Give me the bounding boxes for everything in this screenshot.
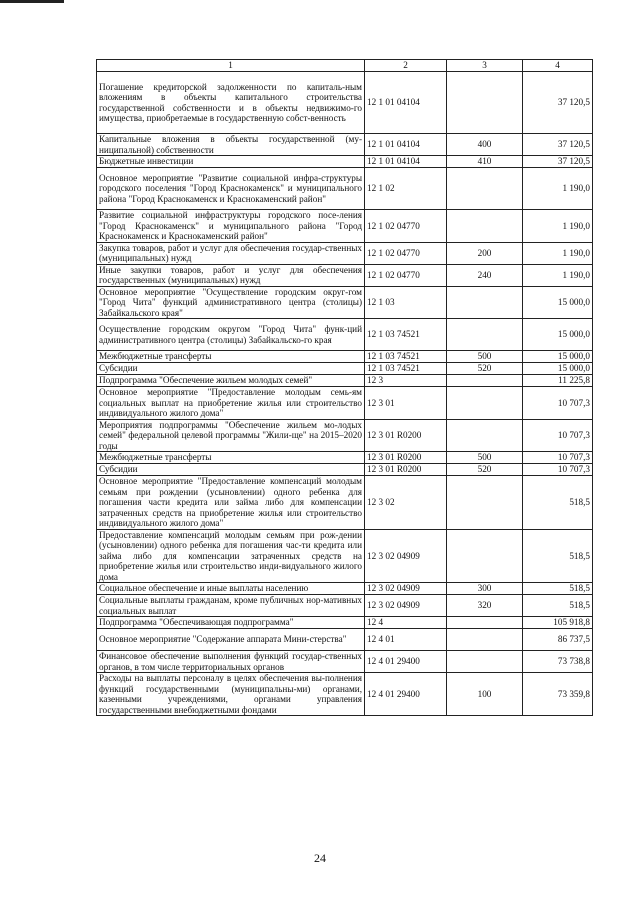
row-name: Бюджетные инвестиции bbox=[97, 156, 365, 168]
row-name: Развитие социальной инфраструктуры городского посе-ления "Город Краснокаменск" и муниципального района "Город Краснокаменск и Краснокаменский район" bbox=[97, 210, 365, 243]
table-row bbox=[97, 363, 593, 375]
table-row bbox=[97, 419, 593, 452]
row-amount: 518,5 bbox=[523, 476, 593, 530]
row-amount: 1 190,0 bbox=[523, 242, 593, 264]
row-expense-type bbox=[447, 72, 523, 134]
row-expense-type: 400 bbox=[447, 134, 523, 156]
row-name: Подпрограмма "Обеспечивающая подпрограмма" bbox=[97, 617, 365, 629]
scan-edge-mark bbox=[0, 0, 64, 3]
row-expense-type: 500 bbox=[447, 351, 523, 363]
table-row bbox=[97, 168, 593, 210]
row-expense-type: 520 bbox=[447, 363, 523, 375]
row-expense-type bbox=[447, 319, 523, 351]
row-code: 12 3 01 R0200 bbox=[365, 452, 447, 464]
row-amount: 518,5 bbox=[523, 583, 593, 595]
table-row bbox=[97, 452, 593, 464]
row-expense-type bbox=[447, 651, 523, 673]
row-expense-type bbox=[447, 476, 523, 530]
table-row bbox=[97, 595, 593, 617]
row-name: Осуществление городским округом "Город Чита" функ-ций административного центра (столицы) Забайкальско-го края bbox=[97, 319, 365, 351]
row-amount: 10 707,3 bbox=[523, 452, 593, 464]
row-code: 12 3 02 04909 bbox=[365, 595, 447, 617]
row-amount: 15 000,0 bbox=[523, 319, 593, 351]
row-code: 12 1 02 04770 bbox=[365, 210, 447, 243]
table-row bbox=[97, 464, 593, 476]
row-code: 12 4 01 bbox=[365, 629, 447, 651]
row-amount: 518,5 bbox=[523, 529, 593, 583]
table-row bbox=[97, 673, 593, 716]
row-amount: 1 190,0 bbox=[523, 264, 593, 286]
table-row bbox=[97, 583, 593, 595]
row-code: 12 1 03 bbox=[365, 286, 447, 319]
row-name: Основное мероприятие "Осуществление городским округ-гом "Город Чита" функций административного центра (столицы) Забайкальского края" bbox=[97, 286, 365, 319]
row-code: 12 3 bbox=[365, 375, 447, 387]
row-amount: 86 737,5 bbox=[523, 629, 593, 651]
table-row bbox=[97, 651, 593, 673]
row-name: Иные закупки товаров, работ и услуг для обеспечения государственных (муниципальных) нужд bbox=[97, 264, 365, 286]
table-row bbox=[97, 351, 593, 363]
row-amount: 10 707,3 bbox=[523, 419, 593, 452]
row-amount: 11 225,8 bbox=[523, 375, 593, 387]
row-expense-type: 520 bbox=[447, 464, 523, 476]
row-amount: 1 190,0 bbox=[523, 168, 593, 210]
table-row bbox=[97, 629, 593, 651]
row-code: 12 1 02 04770 bbox=[365, 242, 447, 264]
row-code: 12 3 01 bbox=[365, 387, 447, 420]
row-name: Мероприятия подпрограммы "Обеспечение жильем мо-лодых семей" федеральной целевой программы "Жили-ще" на 2015–2020 годы bbox=[97, 419, 365, 452]
row-amount: 518,5 bbox=[523, 595, 593, 617]
row-code: 12 1 02 bbox=[365, 168, 447, 210]
column-header: 1 bbox=[97, 60, 365, 72]
table-row bbox=[97, 476, 593, 530]
row-amount: 15 000,0 bbox=[523, 363, 593, 375]
row-name: Финансовое обеспечение выполнения функций государ-ственных органов, в том числе территориальных органов bbox=[97, 651, 365, 673]
row-name: Основное мероприятие "Содержание аппарата Мини-стерства" bbox=[97, 629, 365, 651]
column-header: 2 bbox=[365, 60, 447, 72]
table-row bbox=[97, 72, 593, 134]
row-name: Расходы на выплаты персоналу в целях обеспечения вы-полнения функций государственными (муниципальны-ми) органами, казенными учреждениями, органами управления государственными внебюджетными фондами bbox=[97, 673, 365, 716]
row-expense-type: 320 bbox=[447, 595, 523, 617]
row-expense-type: 200 bbox=[447, 242, 523, 264]
row-amount: 10 707,3 bbox=[523, 464, 593, 476]
table-row bbox=[97, 210, 593, 243]
row-expense-type bbox=[447, 210, 523, 243]
row-amount: 37 120,5 bbox=[523, 156, 593, 168]
row-expense-type bbox=[447, 387, 523, 420]
table-header-row bbox=[97, 60, 593, 72]
row-code: 12 1 02 04770 bbox=[365, 264, 447, 286]
row-expense-type bbox=[447, 529, 523, 583]
row-expense-type: 300 bbox=[447, 583, 523, 595]
row-expense-type bbox=[447, 419, 523, 452]
row-code: 12 1 03 74521 bbox=[365, 363, 447, 375]
row-name: Межбюджетные трансферты bbox=[97, 452, 365, 464]
table-row bbox=[97, 529, 593, 583]
row-expense-type: 100 bbox=[447, 673, 523, 716]
row-name: Основное мероприятие "Предоставление молодым семь-ям социальных выплат на приобретение жилья или строительство индивидуального жилого дома" bbox=[97, 387, 365, 420]
row-amount: 15 000,0 bbox=[523, 351, 593, 363]
row-name: Подпрограмма "Обеспечение жильем молодых семей" bbox=[97, 375, 365, 387]
row-expense-type bbox=[447, 286, 523, 319]
row-code: 12 1 03 74521 bbox=[365, 319, 447, 351]
row-code: 12 3 01 R0200 bbox=[365, 464, 447, 476]
row-name: Предоставление компенсаций молодым семьям при рож-дении (усыновлении) одного ребенка для погашения час-ти кредита или займа либо для компенсации затраченных средств на приобретение жилья или строительство инди-видуального жилого дома bbox=[97, 529, 365, 583]
row-expense-type bbox=[447, 629, 523, 651]
row-code: 12 4 bbox=[365, 617, 447, 629]
row-name: Основное мероприятие "Развитие социальной инфра-структуры городского поселения "Город Краснокаменск" и муниципального района "Город Краснокаменск и Краснокаменский район" bbox=[97, 168, 365, 210]
table-row bbox=[97, 242, 593, 264]
row-code: 12 1 01 04104 bbox=[365, 156, 447, 168]
row-code: 12 3 02 04909 bbox=[365, 529, 447, 583]
row-code: 12 3 02 bbox=[365, 476, 447, 530]
row-code: 12 4 01 29400 bbox=[365, 651, 447, 673]
row-code: 12 1 03 74521 bbox=[365, 351, 447, 363]
row-expense-type: 240 bbox=[447, 264, 523, 286]
row-amount: 37 120,5 bbox=[523, 72, 593, 134]
row-name: Закупка товаров, работ и услуг для обеспечения государ-ственных (муниципальных) нужд bbox=[97, 242, 365, 264]
budget-table bbox=[96, 59, 593, 716]
row-amount: 73 738,8 bbox=[523, 651, 593, 673]
row-expense-type: 410 bbox=[447, 156, 523, 168]
row-code: 12 1 01 04104 bbox=[365, 134, 447, 156]
table-row bbox=[97, 319, 593, 351]
row-code: 12 3 02 04909 bbox=[365, 583, 447, 595]
table-row bbox=[97, 387, 593, 420]
column-header: 3 bbox=[447, 60, 523, 72]
row-amount: 1 190,0 bbox=[523, 210, 593, 243]
row-amount: 10 707,3 bbox=[523, 387, 593, 420]
row-amount: 37 120,5 bbox=[523, 134, 593, 156]
page-number: 24 bbox=[314, 851, 326, 865]
table-row bbox=[97, 156, 593, 168]
row-code: 12 3 01 R0200 bbox=[365, 419, 447, 452]
row-code: 12 4 01 29400 bbox=[365, 673, 447, 716]
row-name: Субсидии bbox=[97, 464, 365, 476]
row-name: Капитальные вложения в объекты государственной (му-ниципальной) собственности bbox=[97, 134, 365, 156]
row-name: Социальные выплаты гражданам, кроме публичных нор-мативных социальных выплат bbox=[97, 595, 365, 617]
table-row bbox=[97, 617, 593, 629]
row-code: 12 1 01 04104 bbox=[365, 72, 447, 134]
table-row bbox=[97, 264, 593, 286]
row-expense-type bbox=[447, 375, 523, 387]
row-amount: 73 359,8 bbox=[523, 673, 593, 716]
row-name: Социальное обеспечение и иные выплаты населению bbox=[97, 583, 365, 595]
row-name: Межбюджетные трансферты bbox=[97, 351, 365, 363]
row-name: Субсидии bbox=[97, 363, 365, 375]
column-header: 4 bbox=[523, 60, 593, 72]
row-name: Основное мероприятие "Предоставление компенсаций молодым семьям при рождении (усыновлении) одного ребенка для погашения части кредита или займа либо для компенсации затраченных средств на приобретение жилья или строительство индивидуального жилого дома" bbox=[97, 476, 365, 530]
table-row bbox=[97, 134, 593, 156]
row-amount: 105 918,8 bbox=[523, 617, 593, 629]
row-expense-type: 500 bbox=[447, 452, 523, 464]
row-expense-type bbox=[447, 617, 523, 629]
row-expense-type bbox=[447, 168, 523, 210]
row-amount: 15 000,0 bbox=[523, 286, 593, 319]
table-row bbox=[97, 286, 593, 319]
row-name: Погашение кредиторской задолженности по капиталь-ным вложениям в объекты капитального строительства государственной собственности и в объекты недвижимо-го имущества, приобретаемые в государственную собст-венность bbox=[97, 72, 365, 134]
table-row bbox=[97, 375, 593, 387]
